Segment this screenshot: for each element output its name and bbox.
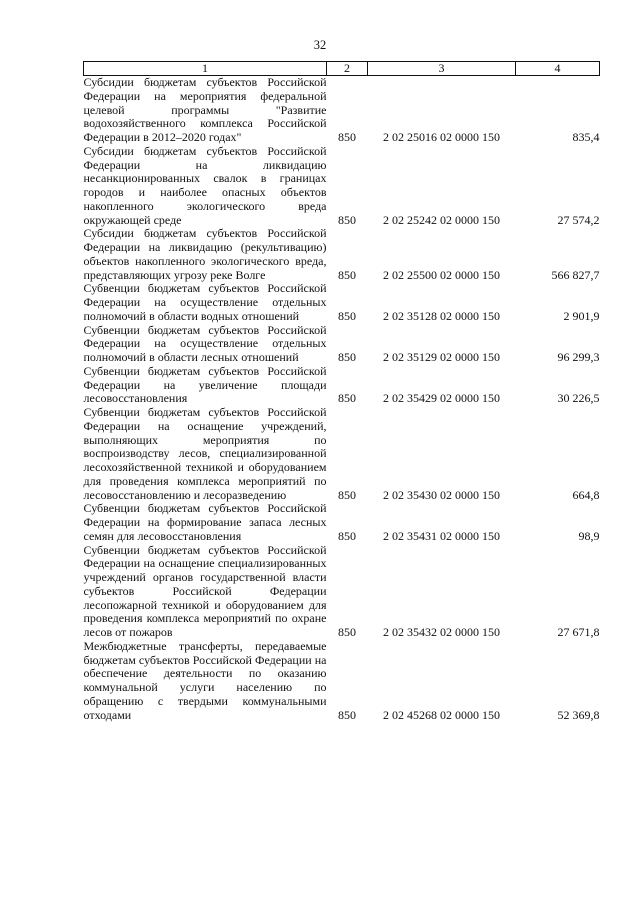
row-name: Субвенции бюджетам субъектов Российской Федерации на осуществление отдельных полномочий в области лесных отношений: [83, 322, 327, 364]
row-admin-code: 850: [338, 350, 356, 364]
row-amount: 566 827,7: [551, 267, 600, 282]
row-name: Субсидии бюджетам субъектов Российской Федерации на ликвидацию (рекультивацию) объектов накопленного экологического вреда, представляющих угрозу реке Волге: [83, 226, 327, 282]
row-admin-code: 850: [338, 212, 356, 227]
row-budget-code: 2 02 25242 02 0000 150: [383, 212, 500, 227]
row-name: Субвенции бюджетам субъектов Российской Федерации на увеличение площади лесовосстановления: [83, 363, 327, 406]
row-amount: 30 226,5: [557, 391, 600, 406]
row-amount: 664,8: [572, 487, 600, 502]
table-row: [84, 324, 600, 365]
row-admin-code: 850: [338, 267, 356, 282]
table-row: [84, 406, 600, 502]
row-amount: 52 369,8: [557, 707, 600, 722]
row-amount: 27 671,8: [557, 625, 600, 639]
table-row: [84, 502, 600, 543]
row-name: Субвенции бюджетам субъектов Российской Федерации на формирование запаса лесных семян для лесовосстановления: [83, 501, 327, 543]
column-header-1: 1: [84, 62, 327, 76]
row-budget-code: 2 02 35128 02 0000 150: [383, 308, 500, 323]
row-budget-code: 2 02 35129 02 0000 150: [383, 350, 500, 364]
row-budget-code: 2 02 35432 02 0000 150: [383, 625, 500, 639]
row-amount: 98,9: [578, 528, 600, 543]
row-admin-code: 850: [338, 528, 356, 543]
row-budget-code: 2 02 25016 02 0000 150: [383, 130, 500, 144]
row-budget-code: 2 02 35431 02 0000 150: [383, 528, 500, 543]
table-row: [84, 145, 600, 228]
table-row: [84, 76, 600, 145]
row-name: Субвенции бюджетам субъектов Российской Федерации на оснащение специализированных учреждений органов государственной власти субъектов Российской Федерации лесопожарной техникой и оборудованием для проведения комплекса мероприятий по охране лесов от пожаров: [83, 542, 327, 639]
row-budget-code: 2 02 45268 02 0000 150: [383, 707, 500, 722]
row-name: Межбюджетные трансферты, передаваемые бюджетам субъектов Российской Федерации на обеспечение деятельности по оказанию коммунальной услуги населению по обращению с твердыми коммунальными отходами: [83, 638, 327, 722]
row-admin-code: 850: [338, 487, 356, 502]
row-admin-code: 850: [338, 130, 356, 144]
row-admin-code: 850: [338, 625, 356, 639]
column-header-4: 4: [516, 62, 600, 76]
row-name: Субвенции бюджетам субъектов Российской Федерации на осуществление отдельных полномочий в области водных отношений: [83, 281, 327, 323]
column-header-2: 2: [327, 62, 368, 76]
row-budget-code: 2 02 35429 02 0000 150: [383, 391, 500, 406]
row-name: Субсидии бюджетам субъектов Российской Федерации на мероприятия федеральной целевой программы "Развитие водохозяйственного комплекса Российской Федерации в 2012–2020 годах": [83, 75, 327, 144]
page-number: 32: [313, 38, 327, 52]
table-row: [84, 640, 600, 723]
table-row: [84, 544, 600, 640]
table-row: [84, 227, 600, 282]
budget-table: [83, 61, 600, 722]
row-amount: 27 574,2: [557, 212, 600, 227]
row-budget-code: 2 02 25500 02 0000 150: [383, 267, 500, 282]
row-amount: 96 299,3: [557, 350, 600, 364]
row-admin-code: 850: [338, 308, 356, 323]
table-row: [84, 282, 600, 323]
row-amount: 2 901,9: [563, 308, 600, 323]
row-name: Субвенции бюджетам субъектов Российской Федерации на оснащение учреждений, выполняющих мероприятия по воспроизводству лесов, специализированной лесохозяйственной техникой и оборудованием для проведения комплекса мероприятий по лесовосстановлению и лесоразведению: [83, 405, 327, 502]
column-header-3: 3: [368, 62, 516, 76]
header-row: [84, 62, 600, 76]
row-admin-code: 850: [338, 391, 356, 406]
row-budget-code: 2 02 35430 02 0000 150: [383, 487, 500, 502]
row-admin-code: 850: [338, 707, 356, 722]
row-amount: 835,4: [572, 130, 600, 144]
table-row: [84, 365, 600, 406]
row-name: Субсидии бюджетам субъектов Российской Федерации на ликвидацию несанкционированных свалок в границах городов и наиболее опасных объектов накопленного экологического вреда окружающей среде: [83, 143, 327, 227]
